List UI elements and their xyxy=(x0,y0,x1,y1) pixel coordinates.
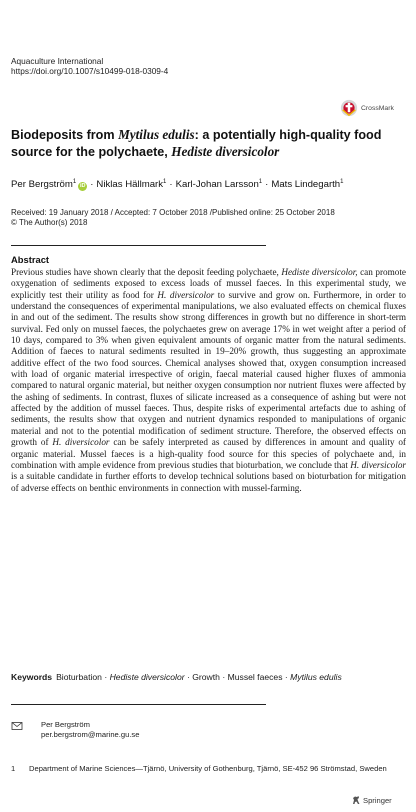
footnote-divider xyxy=(11,704,266,705)
crossmark-badge[interactable] xyxy=(340,99,394,117)
abstract-heading: Abstract xyxy=(11,254,50,265)
species-name: H. diversicolor xyxy=(350,459,406,470)
author-separator: · xyxy=(265,179,269,191)
keyword-separator: · xyxy=(219,672,228,682)
publisher-name: Springer xyxy=(363,795,392,805)
title-species-mytilus: Mytilus edulis xyxy=(118,127,195,142)
keywords-list xyxy=(56,672,342,682)
keyword: Growth xyxy=(192,672,220,682)
author-separator: · xyxy=(169,179,173,191)
keyword-separator: · xyxy=(101,672,110,682)
correspondence xyxy=(11,720,140,739)
author-name[interactable]: Mats Lindegarth xyxy=(271,179,341,191)
article-dates xyxy=(11,208,335,228)
abstract-body xyxy=(11,267,406,494)
article-title: Biodeposits from Mytilus edulis: a potentially high-quality food source for the polychaete, Hediste diversicolor xyxy=(11,127,382,159)
doi-link[interactable]: https://doi.org/10.1007/s10499-018-0309-4 xyxy=(11,66,169,76)
orcid-icon[interactable]: iD xyxy=(79,183,86,190)
keywords-line xyxy=(11,672,406,683)
keyword: Mussel faeces xyxy=(227,672,283,682)
journal-header xyxy=(11,56,168,76)
affiliation-number: 1 xyxy=(11,764,16,773)
species-name: H. diversicolor xyxy=(157,289,215,300)
author-list xyxy=(11,176,406,191)
species-name: Hediste diversicolor, xyxy=(281,267,358,277)
abstract-text: is a suitable candidate in further efforts to develop technical solutions based on bioturbation for mitigation of adverse effects on benthic environments in connection with mussel-farming. xyxy=(11,471,406,493)
keyword: Mytilus edulis xyxy=(290,672,342,682)
journal-name: Aquaculture International xyxy=(11,56,104,66)
title-species-hediste: Hediste diversicolor xyxy=(171,143,280,159)
crossmark-label: CrossMark xyxy=(361,104,394,112)
author-separator: · xyxy=(90,179,94,191)
author-name[interactable]: Per Bergström xyxy=(11,179,73,191)
affiliation-text: Department of Marine Sciences—Tjärnö, University of Gothenburg, Tjärnö, SE-452 96 Strömstad, Sweden xyxy=(29,764,387,773)
keywords-label: Keywords xyxy=(11,672,53,682)
envelope-icon xyxy=(11,720,23,732)
keyword: Bioturbation xyxy=(56,672,102,682)
abstract-text: can promote oxygenation of sediments exposed to excess loads of mussel faeces. In this experimental study, we explicitly test their utility as food for xyxy=(11,267,406,300)
springer-logo xyxy=(351,795,392,805)
keyword-separator: · xyxy=(184,672,193,682)
corresponding-author-name: Per Bergström xyxy=(41,720,90,729)
author-affiliation-mark: 1 xyxy=(258,179,263,185)
author-affiliation-mark: 1 xyxy=(72,179,77,185)
crossmark-icon xyxy=(340,99,358,117)
copyright-notice: © The Author(s) 2018 xyxy=(11,218,88,227)
keyword: Hediste diversicolor xyxy=(109,672,185,682)
abstract-text: to survive and grow on. Furthermore, in order to understand the consequences of experimental manipulations, we also evaluated effects on chemical fluxes in and out of the sediment. The results show strong differences in growth but no difference in short-term survival. Fed only on mussel faeces, the polychaetes grew on average 17% in wet weight after a period of 10 days, compared to 3% when given equivalent amounts of organic matter from the natural sediments. Addition of faeces to natural sediments resulted in 19–20% growth, thus suggesting an approximate additive effect of the two food sources. Chemical analyses showed that, oxygen consumption increased with load of organic material irrespective of origin, faecal material caused higher fluxes of ammonia compared to natural organic material, but neither oxygen consumption nor nutrient fluxes were affected by the ashing of sediments. In contrast, fluxes of silicate increased as a consequence of ashing but were not affected by the addition of mussel faeces. Thus, despite risks of experimental artefacts due to ashing of sediments, the results show that oxygen and nutrient dynamics responded to manipulations of organic material and not to the potential modification of sediment structure. Therefore, the observed effects on growth of xyxy=(11,289,406,448)
corresponding-author-email[interactable]: per.bergstrom@marine.gu.se xyxy=(41,729,140,739)
author-name[interactable]: Niklas Hällmark xyxy=(96,179,164,191)
keyword-separator: · xyxy=(282,672,291,682)
abstract-text: Previous studies have shown clearly that the deposit feeding polychaete, xyxy=(11,267,282,277)
species-name: H. diversicolor xyxy=(52,437,110,448)
springer-horse-icon xyxy=(351,795,361,805)
header-divider xyxy=(11,245,266,246)
received-accepted-dates: Received: 19 January 2018 / Accepted: 7 October 2018 /Published online: 25 October 2018 xyxy=(11,208,335,217)
abstract-text: can be safely interpreted as caused by differences in amount and quality of organic material. Mussel faeces is a high-quality food source for this species of polychaete and, in combination with ample evidence from previous studies that bioturbation, we conclude that xyxy=(11,437,406,470)
author-affiliation-mark: 1 xyxy=(163,179,167,185)
author-affiliation-mark: 1 xyxy=(340,179,344,185)
author-name[interactable]: Karl-Johan Larsson xyxy=(175,179,259,191)
